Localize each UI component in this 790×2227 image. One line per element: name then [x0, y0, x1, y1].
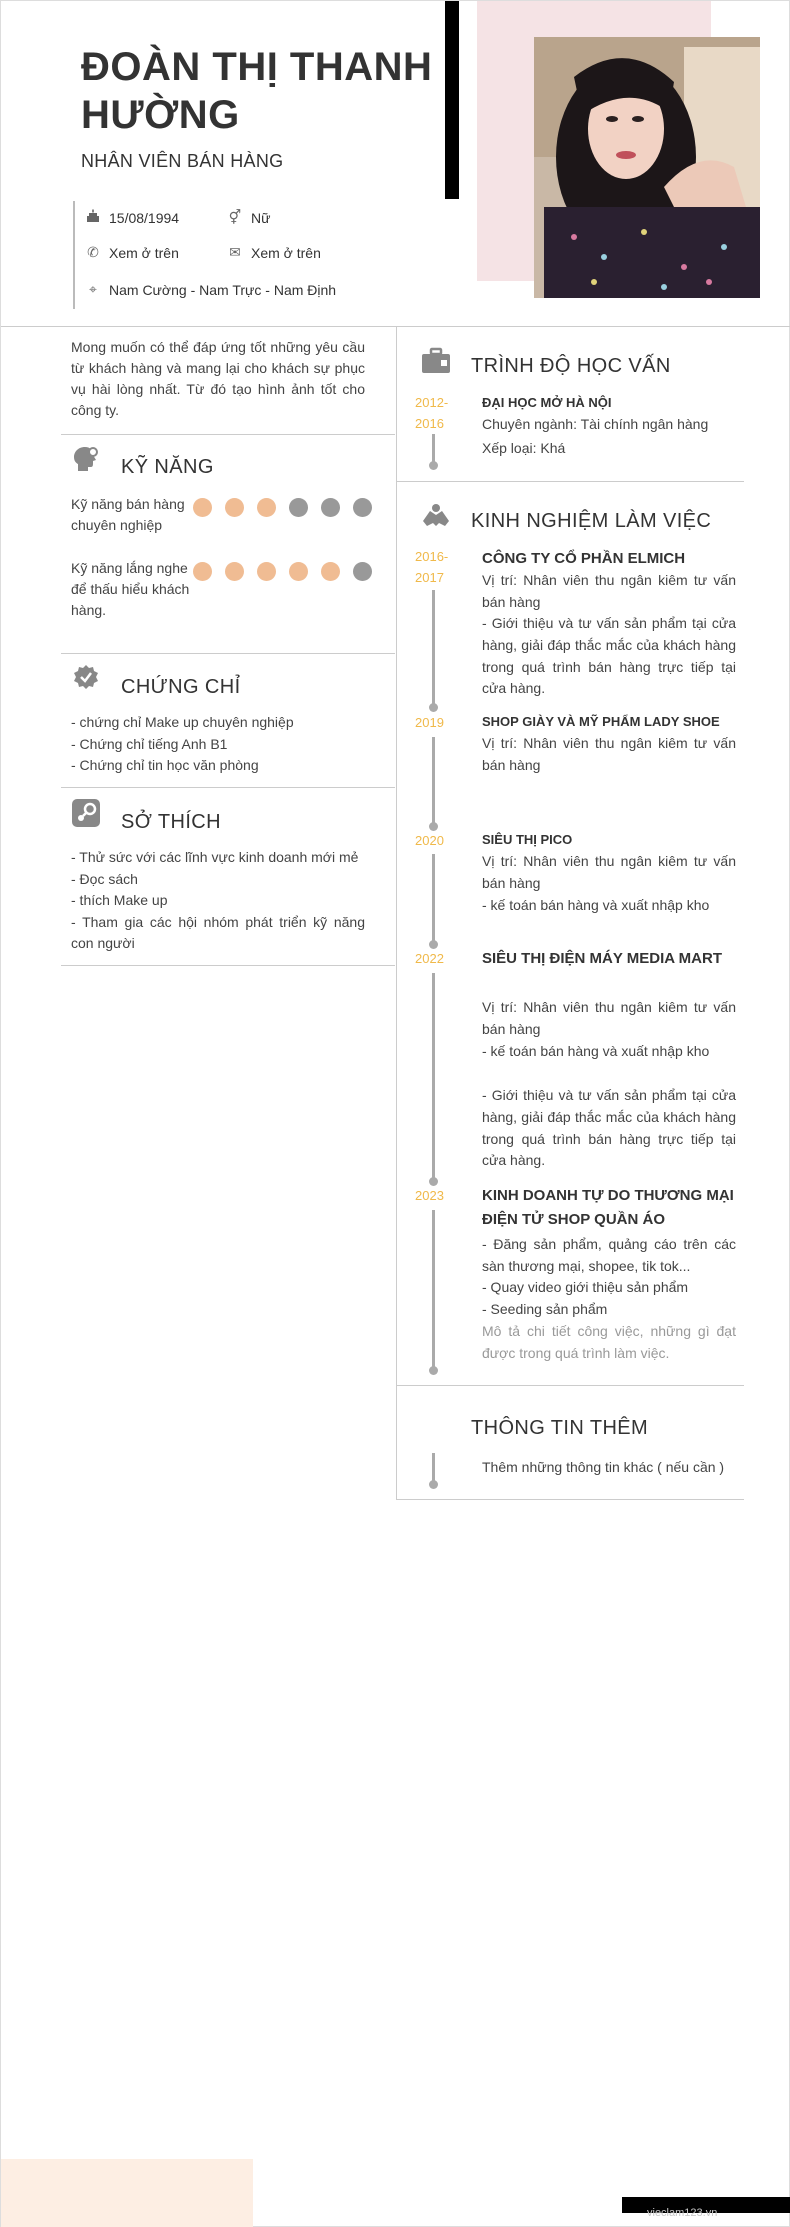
site-watermark: vieclam123.vn	[647, 2207, 718, 2219]
job-title: NHÂN VIÊN BÁN HÀNG	[81, 151, 284, 171]
rating-dot-filled	[193, 498, 212, 517]
hobby-item: - Tham gia các hội nhóm phát triển kỹ năng con người	[71, 913, 365, 951]
rating-dot-empty	[353, 498, 372, 517]
experience-detail: Vị trí: Nhân viên thu ngân kiêm tư vấn bán hàng	[482, 735, 736, 773]
rating-dot-empty	[321, 498, 340, 517]
company-name: CÔNG TY CỔ PHẦN ELMICH	[482, 550, 686, 567]
company-name: SIÊU THỊ ĐIỆN MÁY MEDIA MART	[482, 950, 723, 967]
school-name: ĐẠI HỌC MỞ HÀ NỘI	[482, 395, 612, 410]
divider	[61, 965, 395, 966]
experience-detail: Vị trí: Nhân viên thu ngân kiêm tư vấn bán hàng	[482, 853, 736, 891]
skill-label: Kỹ năng lắng nghe để thấu hiểu khách hàng.	[71, 560, 190, 618]
experience-detail: - kế toán bán hàng và xuất nhập kho	[482, 1043, 710, 1059]
divider	[61, 653, 395, 654]
timeline-line	[432, 854, 435, 945]
rating-dot-filled	[225, 498, 244, 517]
timeline-dot	[429, 1480, 438, 1489]
hobby-item: - Đọc sách	[71, 870, 138, 887]
education-title: TRÌNH ĐỘ HỌC VẤN	[471, 355, 671, 377]
timeline-line	[432, 590, 435, 708]
education-major: Chuyên ngành: Tài chính ngân hàng	[482, 416, 709, 432]
additional-title: THÔNG TIN THÊM	[471, 1417, 649, 1439]
experience-years: 2022	[415, 951, 444, 966]
experience-detail: - Đăng sản phẩm, quảng cáo trên các sàn thương mại, shopee, tik tok...	[482, 1236, 736, 1274]
experience-detail: Vị trí: Nhân viên thu ngân kiêm tư vấn bán hàng	[482, 572, 736, 610]
experience-detail: - kế toán bán hàng và xuất nhập kho	[482, 897, 710, 913]
right-column-border	[396, 326, 397, 1499]
gender-icon: ⚥	[228, 209, 242, 225]
address-row	[85, 281, 336, 298]
experience-years: 2023	[415, 1188, 444, 1203]
experience-detail: - Seeding sản phẩm	[482, 1301, 608, 1317]
gender-value: Nữ	[251, 209, 271, 226]
map-pin-icon: ⌖	[89, 281, 97, 297]
decorative-black-bar	[445, 1, 459, 199]
rating-dot-filled	[225, 562, 244, 581]
experience-detail: - Giới thiệu và tư vấn sản phẩm tại cửa hàng, giải đáp thắc mắc của khách hàng trong quá trình bán hàng trực tiếp tại cửa hàng.	[482, 1087, 736, 1169]
company-name: SHOP GIÀY VÀ MỸ PHẨM LADY SHOE	[482, 714, 720, 729]
experience-detail: Vị trí: Nhân viên thu ngân kiêm tư vấn bán hàng	[482, 999, 736, 1037]
certificate-item: - Chứng chỉ tin học văn phòng	[71, 757, 259, 773]
skill-rating	[193, 562, 372, 581]
additional-text: Thêm những thông tin khác ( nếu cần )	[482, 1459, 725, 1475]
divider	[396, 481, 744, 482]
gamepad-icon	[71, 798, 101, 828]
timeline-dot	[429, 1366, 438, 1375]
experience-years: 2019	[415, 715, 444, 730]
hobbies-list	[71, 847, 365, 955]
divider	[396, 1499, 744, 1500]
skills-title: KỸ NĂNG	[121, 456, 214, 478]
experience-detail: - Quay video giới thiệu sản phẩm	[482, 1279, 689, 1295]
timeline-line	[432, 434, 435, 464]
handshake-icon	[421, 501, 451, 531]
certificates-title: CHỨNG CHỈ	[121, 676, 241, 698]
education-grade: Xếp loại: Khá	[482, 440, 566, 456]
timeline-line	[432, 973, 435, 1182]
envelope-icon: ✉	[229, 244, 241, 260]
email-row	[227, 244, 321, 261]
rating-dot-filled	[289, 562, 308, 581]
rating-dot-filled	[193, 562, 212, 581]
hobbies-title: SỞ THÍCH	[121, 811, 221, 833]
company-name: SIÊU THỊ PICO	[482, 832, 573, 847]
skill-rating	[193, 498, 372, 517]
experience-placeholder: Mô tả chi tiết công việc, những gì đạt được trong quá trình làm việc.	[482, 1323, 736, 1361]
certificate-item: - chứng chỉ Make up chuyên nghiệp	[71, 714, 294, 730]
experience-years: 2016- 2017	[415, 549, 449, 585]
phone-value: Xem ở trên	[109, 244, 179, 261]
divider	[61, 787, 395, 788]
hobby-item: - Thử sức với các lĩnh vực kinh doanh mới mẻ	[71, 849, 359, 865]
profile-photo-illustration	[534, 37, 760, 298]
company-name: KINH DOANH TỰ DO THƯƠNG MẠI ĐIỆN TỬ SHOP QUẦN ÁO	[482, 1187, 734, 1228]
timeline-dot	[429, 461, 438, 470]
timeline-dot	[429, 703, 438, 712]
email-value: Xem ở trên	[251, 244, 321, 261]
certificate-item: - Chứng chỉ tiếng Anh B1	[71, 735, 228, 752]
address-value: Nam Cường - Nam Trực - Nam Định	[109, 281, 337, 298]
phone-icon: ✆	[87, 244, 99, 260]
divider	[396, 1385, 744, 1386]
divider	[61, 434, 395, 435]
birthday-row	[85, 209, 179, 226]
hobby-item: - thích Make up	[71, 892, 168, 908]
contact-info	[73, 201, 373, 309]
decorative-footer-block	[1, 2159, 253, 2227]
education-years: 2012- 2016	[415, 395, 449, 431]
briefcase-icon	[421, 346, 451, 376]
rating-dot-empty	[289, 498, 308, 517]
candidate-name: ĐOÀN THỊ THANH HƯỜNG	[81, 45, 433, 137]
experience-detail: - Giới thiệu và tư vấn sản phẩm tại cửa hàng, giải đáp thắc mắc của khách hàng trong quá trình bán hàng trực tiếp tại cửa hàng.	[482, 615, 736, 697]
rating-dot-filled	[257, 498, 276, 517]
certificate-badge-icon	[71, 663, 101, 693]
skill-label: Kỹ năng bán hàng chuyên nghiệp	[71, 496, 185, 533]
career-objective: Mong muốn có thể đáp ứng tốt những yêu cầu từ khách hàng và mang lại cho khách sự phục vụ hài lòng nhất. Từ đó tạo hình ảnh tốt cho công ty.	[71, 339, 365, 418]
rating-dot-empty	[353, 562, 372, 581]
birthday-value: 15/08/1994	[109, 209, 180, 226]
certificates-list	[71, 712, 365, 777]
rating-dot-filled	[257, 562, 276, 581]
profile-photo	[534, 37, 760, 298]
head-gear-icon	[71, 444, 101, 474]
experience-title: KINH NGHIỆM LÀM VIỆC	[471, 510, 712, 532]
experience-years: 2020	[415, 833, 444, 848]
cake-icon	[85, 209, 101, 226]
gender-row	[227, 209, 270, 226]
timeline-line	[432, 1210, 435, 1371]
timeline-line	[432, 737, 435, 827]
phone-row	[85, 244, 179, 261]
rating-dot-filled	[321, 562, 340, 581]
